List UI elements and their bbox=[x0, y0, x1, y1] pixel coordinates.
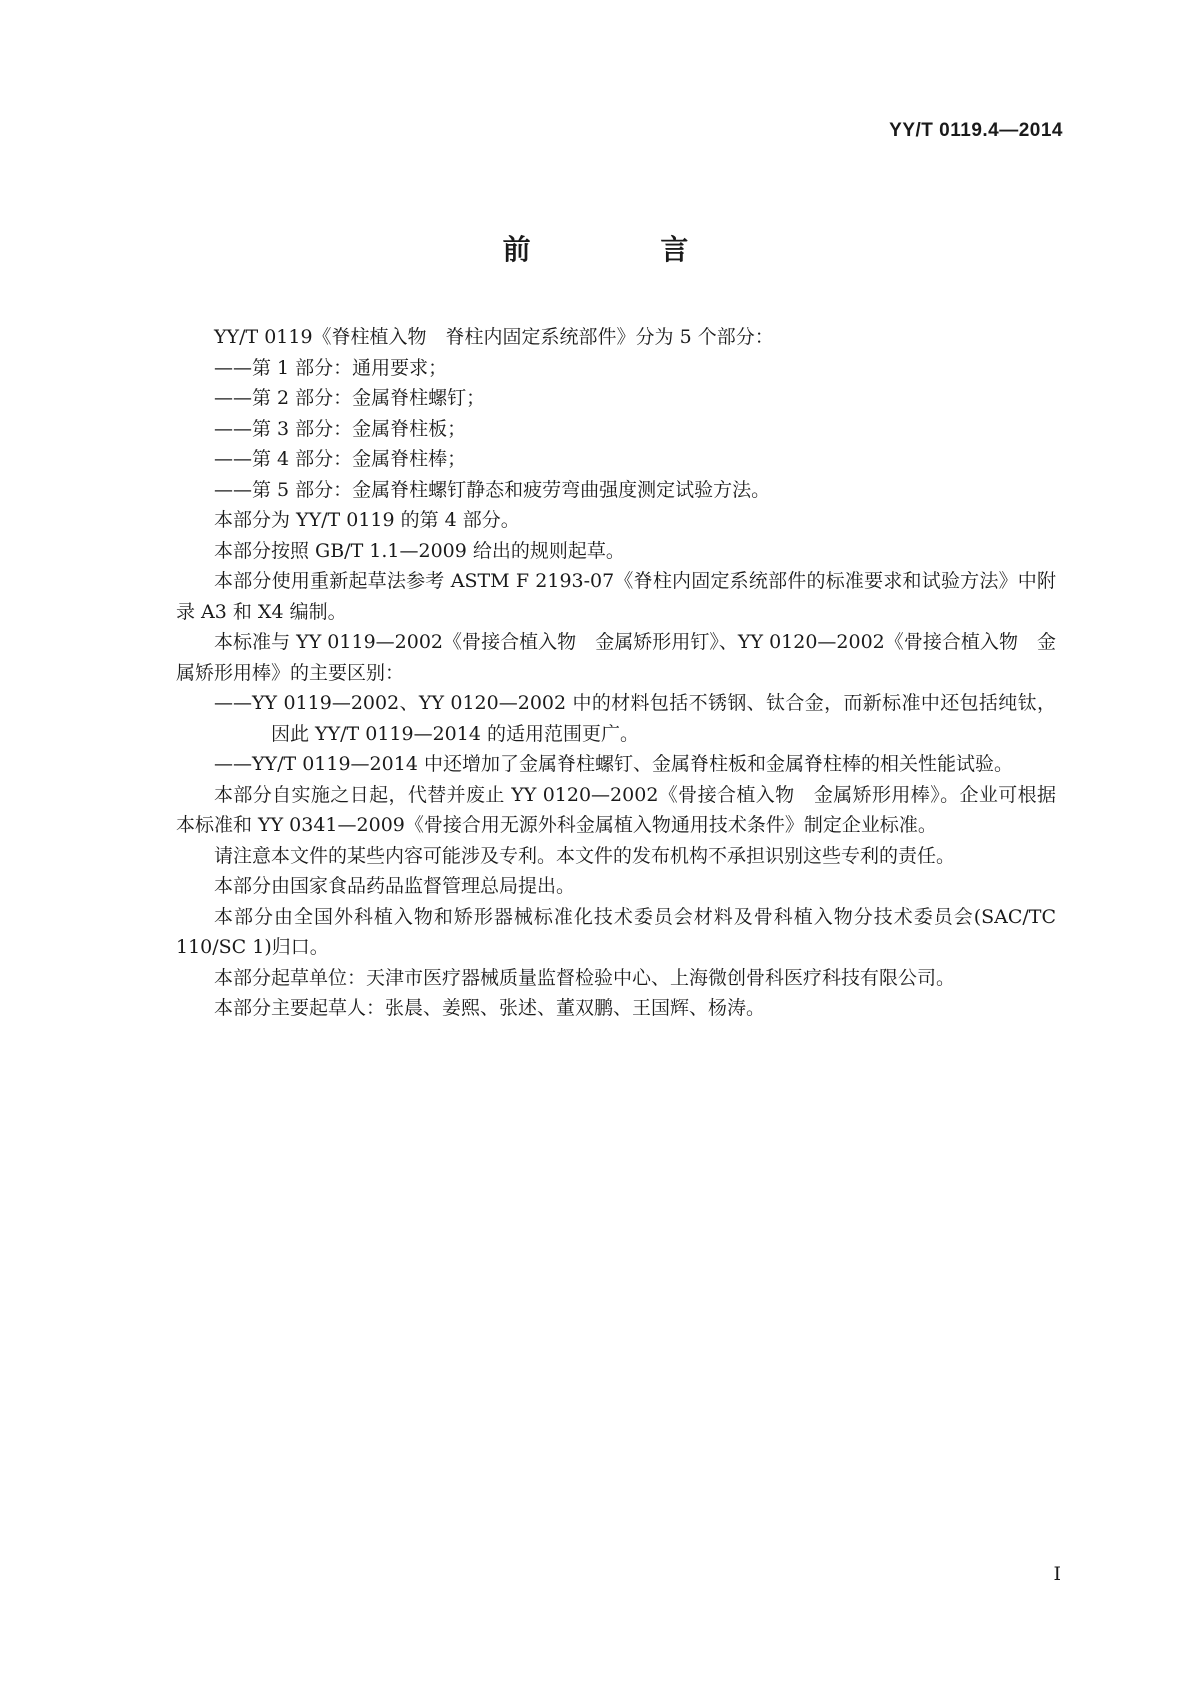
paragraph-intro: YY/T 0119《脊柱植入物 脊柱内固定系统部件》分为 5 个部分： bbox=[214, 326, 774, 348]
paragraph-drafting-rules: 本部分按照 GB/T 1.1—2009 给出的规则起草。 bbox=[214, 539, 625, 562]
list-item: ——第 2 部分：金属脊柱螺钉； bbox=[214, 387, 486, 409]
paragraph-part-number: 本部分为 YY/T 0119 的第 4 部分。 bbox=[214, 509, 520, 531]
list-item: ——第 1 部分：通用要求； bbox=[214, 356, 448, 379]
list-item: ——YY/T 0119—2014 中还增加了金属脊柱螺钉、金属脊柱板和金属脊柱棒的相关性能试验。 bbox=[214, 753, 1013, 775]
paragraph-patent-notice: 请注意本文件的某些内容可能涉及专利。本文件的发布机构不承担识别这些专利的责任。 bbox=[214, 844, 956, 867]
page-title: 前 言 bbox=[502, 233, 749, 266]
paragraph-reference: 本部分使用重新起草法参考 ASTM F 2193-07《脊柱内固定系统部件的标准要求和试验方法》中附录 A3 和 X4 编制。 bbox=[176, 570, 1056, 623]
document-body bbox=[176, 322, 1056, 1024]
paragraph-drafters: 本部分主要起草人：张晨、姜熙、张述、董双鹏、王国辉、杨涛。 bbox=[214, 997, 766, 1019]
paragraph-committee: 本部分由全国外科植入物和矫形器械标准化技术委员会材料及骨科植入物分技术委员会(SAC/TC 110/SC 1)归口。 bbox=[176, 905, 1056, 958]
list-item: ——第 4 部分：金属脊柱棒； bbox=[214, 448, 467, 470]
paragraph-drafting-units: 本部分起草单位：天津市医疗器械质量监督检验中心、上海微创骨科医疗科技有限公司。 bbox=[214, 966, 956, 989]
list-item: ——YY 0119—2002、YY 0120—2002 中的材料包括不锈钢、钛合金，而新标准中还包括纯钛，因此 YY/T 0119—2014 的适用范围更广。 bbox=[214, 692, 1056, 745]
paragraph-proposer: 本部分由国家食品药品监督管理总局提出。 bbox=[214, 875, 576, 897]
list-item: ——第 3 部分：金属脊柱板； bbox=[214, 417, 467, 440]
standard-number: YY/T 0119.4—2014 bbox=[889, 120, 1063, 141]
paragraph-differences: 本标准与 YY 0119—2002《骨接合植入物 金属矫形用钉》、YY 0120—2002《骨接合植入物 金属矫形用棒》的主要区别： bbox=[176, 631, 1056, 684]
list-item: ——第 5 部分：金属脊柱螺钉静态和疲劳弯曲强度测定试验方法。 bbox=[214, 478, 771, 501]
page-number: I bbox=[1053, 1563, 1061, 1585]
paragraph-replacement: 本部分自实施之日起，代替并废止 YY 0120—2002《骨接合植入物 金属矫形用棒》。企业可根据本标准和 YY 0341—2009《骨接合用无源外科金属植入物通用技术条件》制定企业标准。 bbox=[176, 783, 1056, 836]
